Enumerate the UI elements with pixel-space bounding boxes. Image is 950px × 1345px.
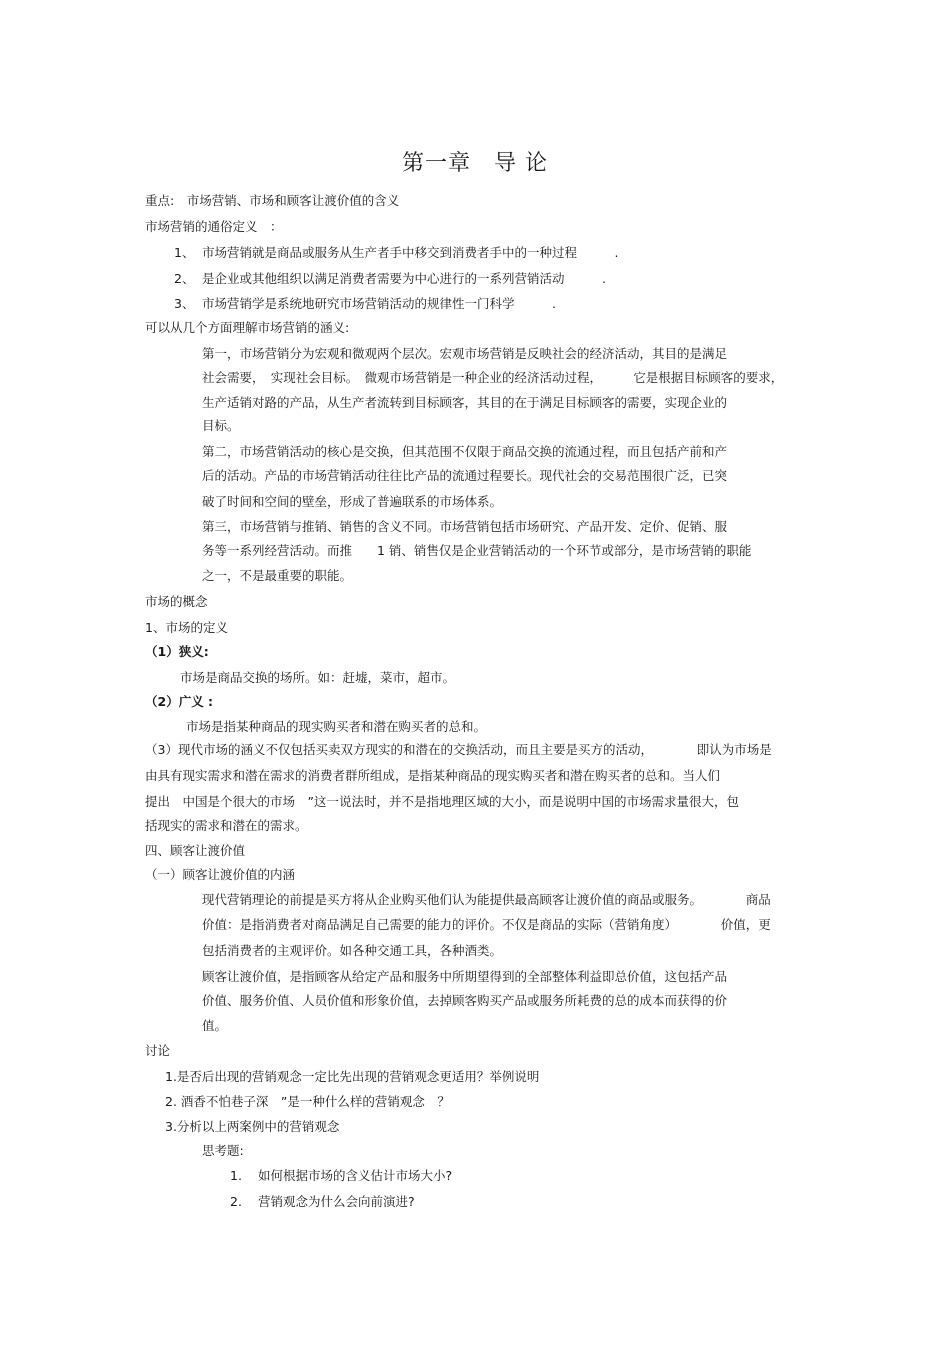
- aspects-line: 目标。: [202, 418, 240, 433]
- chapter-title: 第一章 导 论: [402, 151, 548, 176]
- aspects-line: 第二，市场营销活动的核心是交换，但其范围不仅限于商品交换的流通过程，而且包括产前和产: [202, 444, 728, 459]
- discussion-item: 1.是否后出现的营销观念一定比先出现的营销观念更适用？举例说明: [165, 1069, 540, 1084]
- def-item-num: 1、: [174, 245, 195, 260]
- think-item-text: 营销观念为什么会向前演进?: [258, 1194, 415, 1209]
- think-item-text: 如何根据市场的含义估计市场大小?: [258, 1168, 453, 1183]
- think-item-num: 1.: [230, 1168, 242, 1183]
- broad-label: （2）广义 :: [145, 694, 214, 709]
- popular-def-heading: 市场营销的通俗定义 ：: [145, 219, 283, 234]
- discussion-heading: 讨论: [145, 1043, 171, 1058]
- aspects-line: 破了时间和空间的壁垒，形成了普遍联系的市场体系。: [202, 494, 503, 509]
- customer-value-heading: 四、顾客让渡价值: [145, 843, 246, 858]
- customer-value-line: 包括消费者的主观评价。如各种交通工具，各种酒类。: [202, 943, 503, 958]
- discussion-item: 2. 酒香不怕巷子深 ”是一种什么样的营销观念 ？: [165, 1094, 450, 1109]
- market-sub: 1、市场的定义: [145, 620, 228, 635]
- aspects-line: 生产适销对路的产品，从生产者流转到目标顾客，其目的在于满足目标顾客的需要，实现企业的: [202, 395, 728, 410]
- discussion-item: 3.分析以上两案例中的营销观念: [165, 1119, 340, 1134]
- def-item-num: 3、: [174, 296, 195, 311]
- aspects-line: 第三，市场营销与推销、销售的含义不同。市场营销包括市场研究、产品开发、定价、促销、服: [202, 519, 728, 534]
- aspects-line: 后的活动。产品的市场营销活动往往比产品的流通过程要长。现代社会的交易范围很广泛，已突: [202, 468, 728, 483]
- narrow-text: 市场是商品交换的场所。如：赶墟，菜市，超市。: [180, 670, 456, 685]
- key-points: 重点: 市场营销、市场和顾客让渡价值的含义: [145, 193, 400, 208]
- market-heading: 市场的概念: [145, 594, 208, 609]
- aspects-line: 之一，不是最重要的职能。: [202, 568, 353, 583]
- customer-value-line: 价值、服务价值、人员价值和形象价值，去掉顾客购买产品或服务所耗费的总的成本而获得的价: [202, 993, 728, 1008]
- broad-text: 市场是指某种商品的现实购买者和潜在购买者的总和。: [186, 719, 487, 734]
- def-item-num: 2、: [174, 271, 195, 286]
- customer-value-sub: （一）顾客让渡价值的内涵: [145, 867, 296, 882]
- narrow-label: （1）狭义:: [145, 644, 209, 659]
- aspects-line: 社会需要， 实现社会目标。 微观市场营销是一种企业的经济活动过程， 它是根据目标顾客的要求，: [202, 370, 784, 385]
- customer-value-line: 现代营销理论的前提是买方将从企业购买他们认为能提供最高顾客让渡价值的商品或服务。 商品: [202, 892, 771, 907]
- customer-value-line: 顾客让渡价值，是指顾客从给定产品和服务中所期望得到的全部整体利益即总价值，这包括产品: [202, 969, 728, 984]
- def-item-text: 市场营销学是系统地研究市场营销活动的规律性一门科学 .: [202, 296, 556, 311]
- def-item-text: 市场营销就是商品或服务从生产者手中移交到消费者手中的一种过程 .: [202, 245, 619, 260]
- think-item-num: 2.: [230, 1194, 242, 1209]
- think-heading: 思考题:: [202, 1143, 244, 1158]
- aspects-line: 第一，市场营销分为宏观和微观两个层次。宏观市场营销是反映社会的经济活动，其目的是满足: [202, 346, 728, 361]
- modern-line: 提出 中国是个很大的市场 ”这一说法时，并不是指地理区域的大小，而是说明中国的市场需求量很大，包: [145, 794, 739, 809]
- def-item-text: 是企业或其他组织以满足消费者需要为中心进行的一系列营销活动 .: [202, 271, 606, 286]
- aspects-line: 务等一系列经营活动。而推 1 销、销售仅是企业营销活动的一个环节或部分，是市场营销的职能: [202, 543, 752, 558]
- modern-line: 由具有现实需求和潜在需求的消费者群所组成，是指某种商品的现实购买者和潜在购买者的总和。当人们: [145, 768, 721, 783]
- customer-value-line: 值。: [202, 1018, 228, 1033]
- modern-line: （3）现代市场的涵义不仅包括买卖双方现实的和潜在的交换活动，而且主要是买方的活动， 即认为市场是: [145, 742, 772, 757]
- customer-value-line: 价值：是指消费者对商品满足自己需要的能力的评价。不仅是商品的实际（营销角度） 价值，更: [202, 917, 771, 932]
- modern-line: 括现实的需求和潜在的需求。: [145, 818, 308, 833]
- aspects-heading: 可以从几个方面理解市场营销的涵义:: [145, 320, 350, 335]
